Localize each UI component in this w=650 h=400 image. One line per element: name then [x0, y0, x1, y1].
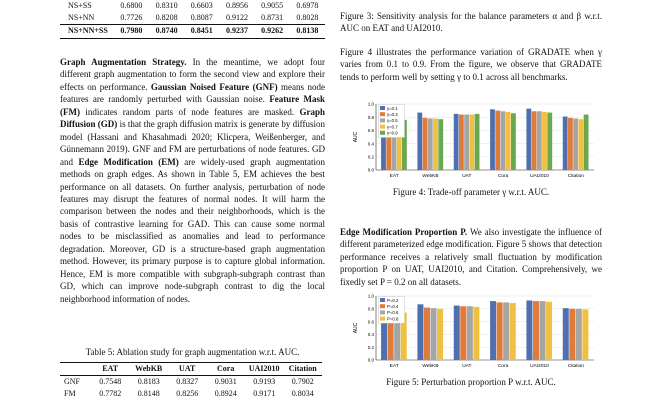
bar [542, 112, 547, 170]
gnf-term: Gaussian Noised Feature (GNF) [150, 81, 278, 92]
x-tick-label: Citation [567, 364, 584, 369]
cell: 0.8183 [137, 377, 160, 386]
bar [417, 113, 422, 170]
cell: 0.9237 [225, 26, 248, 35]
augmentation-paragraph [60, 56, 325, 305]
em-paragraph [340, 226, 602, 288]
bar [424, 308, 430, 360]
table-row [60, 376, 322, 388]
row-label: FM [64, 389, 76, 398]
legend-label: P=0.4 [387, 304, 399, 309]
y-tick-label: 0.4 [367, 332, 374, 338]
legend-swatch [380, 317, 385, 321]
y-axis-label: AUC [353, 131, 359, 143]
table-row [60, 388, 322, 400]
fig3-caption: Figure 3: Sensitivity analysis for the balance parameters α and β w.r.t. AUC on EAT and UAI2010. [340, 11, 602, 34]
gd-term: Graph Diffusion (GD) [60, 106, 325, 130]
x-tick-label: UAI2010 [530, 364, 549, 369]
cell: 0.8327 [176, 377, 199, 386]
x-tick-label: EAT [389, 364, 399, 369]
top-table [60, 0, 325, 39]
legend-swatch [380, 310, 385, 314]
legend-label: P=0.2 [387, 297, 399, 303]
cell: 0.7980 [120, 26, 143, 35]
figure4-chart [352, 100, 597, 182]
bar [423, 118, 428, 170]
bar [546, 302, 552, 360]
x-tick-label: UAT [462, 364, 472, 369]
x-tick-label: WebKB [422, 174, 439, 179]
bar [490, 301, 496, 360]
bar [563, 117, 568, 170]
cell: 0.6978 [296, 1, 319, 10]
legend-swatch [380, 106, 385, 110]
fig4-paragraph: Figure 4 illustrates the performance variation of GRADATE when γ varies from 0.1 to 0.9. From the figure, we observe that GRADATE tends to perform well by setting γ to 0.1 across all benchmarks. [340, 47, 602, 82]
x-tick-label: Cora [497, 174, 509, 179]
bar [576, 309, 582, 360]
table5-caption: Table 5: Ablation study for graph augmentation w.r.t. AUC. [85, 347, 300, 357]
cell: 0.9055 [261, 1, 284, 10]
legend-label: γ=0.5 [387, 118, 398, 124]
legend-label: P=0.6 [387, 310, 399, 316]
cell: 0.8256 [176, 389, 199, 398]
y-tick-label: 0.2 [367, 154, 374, 160]
bar [526, 300, 532, 360]
bar [503, 302, 509, 360]
cell: 0.8731 [261, 13, 284, 22]
legend-swatch [380, 125, 385, 129]
bar [495, 111, 500, 170]
bar [532, 111, 537, 170]
cell: 0.7902 [291, 377, 314, 386]
table5-header [60, 363, 322, 375]
y-tick-label: 0.2 [367, 344, 374, 350]
fig5-caption: Figure 5: Perturbation proportion P w.r.t. AUC. [386, 377, 556, 387]
intro-text: In the meantime, we adopt four different graph augmentation to form the second view and explore their effects on performance. [60, 57, 325, 92]
legend-label: P=0.8 [387, 316, 399, 322]
cell: 0.6800 [120, 1, 143, 10]
column-header: EAT [102, 364, 119, 373]
y-tick-label: 0.6 [367, 319, 374, 325]
bar [511, 113, 516, 170]
bar [573, 119, 578, 170]
legend-swatch [380, 131, 385, 135]
cell: 0.8138 [296, 26, 319, 35]
bar [540, 301, 546, 360]
legend-label: γ=0.9 [387, 130, 398, 136]
x-tick-label: WebKB [422, 364, 439, 369]
em-text: are widely-used graph augmentation methods on graph edges. As shown in Table 5, EM achieves the best performance on all datasets. On further analysis, perturbation of node features may disrupt the features of normal nodes. It will harm the comparison between the nodes and their neighborhoods, which is the basis of contrastive learning for GAD. This can cause some normal nodes to be misclassified as anomalies and lead to performance degradation. Moreover, GD is a structure-based graph augmentation method. However, its primary purpose is to capture global information. Hence, EM is more compatible with subgraph-subgraph contrast than GD, which can improve node-subgraph contrast to dig the local neighborhood information of nodes. [60, 156, 326, 304]
bar [506, 112, 511, 170]
em-term: Edge Modification (EM) [78, 156, 179, 167]
bar [533, 301, 539, 360]
bar [497, 302, 503, 360]
column-header: UAI2010 [248, 364, 280, 373]
cell: 0.8208 [155, 13, 178, 22]
cell: 0.9193 [253, 377, 276, 386]
cell: 0.9171 [253, 389, 276, 398]
y-tick-label: 0.0 [367, 357, 374, 363]
bar [464, 115, 469, 170]
bar [459, 115, 464, 170]
bar [568, 118, 573, 170]
x-tick-label: Cora [497, 364, 509, 369]
x-tick-label: EAT [389, 174, 399, 179]
y-tick-label: 0.8 [367, 114, 374, 120]
bar [569, 309, 575, 360]
cell: 0.6603 [190, 1, 213, 10]
em-heading: Edge Modification Proportion P. [340, 227, 468, 237]
bar [473, 307, 479, 360]
cell: 0.8034 [291, 389, 314, 398]
figure5-chart [352, 292, 597, 372]
fm-text: indicates random parts of node features are masked. [80, 106, 295, 117]
bar [417, 304, 423, 360]
cell: 0.8087 [190, 13, 213, 22]
bar [467, 306, 473, 360]
gnf-text: means node features are randomly perturbed with Gaussian noise. [60, 81, 325, 105]
bar [475, 114, 480, 170]
cell: 0.9262 [261, 26, 284, 35]
cell: 0.7782 [99, 389, 122, 398]
bar [526, 109, 531, 170]
gd-text: is that the graph diffusion matrix is generate by diffusion model (Hassani and Khasahmadi 2020; Klicpera, Weißenberger, and Günnemann 2019). GNF and FM are perturbations of node features. GD and [60, 119, 325, 167]
legend-swatch [380, 112, 385, 116]
column-header: Citation [288, 364, 317, 373]
y-tick-label: 1.0 [367, 293, 374, 299]
y-tick-label: 0.8 [367, 306, 374, 312]
augmentation-heading: Graph Augmentation Strategy. [60, 57, 187, 67]
top-table-row [60, 24, 325, 37]
legend-swatch [380, 304, 385, 308]
column-header: WebKB [135, 364, 163, 373]
bar [537, 111, 542, 170]
legend-label: γ=0.3 [387, 112, 398, 117]
cell: 0.8028 [296, 13, 319, 22]
bar [501, 111, 506, 170]
bar [510, 303, 516, 360]
bar [454, 306, 460, 360]
y-tick-label: 1.0 [367, 101, 374, 107]
top-table-row [60, 12, 325, 24]
table5 [60, 362, 322, 400]
cell: 0.7726 [120, 13, 143, 22]
bar [437, 309, 443, 360]
cell: 0.8451 [190, 26, 213, 35]
cell: 0.8740 [155, 26, 178, 35]
row-label: NS+NN+SS [68, 26, 108, 35]
bar [428, 119, 433, 170]
fm-term: Feature Mask (FM) [60, 94, 326, 117]
cell: 0.9031 [214, 377, 237, 386]
bar [582, 309, 588, 360]
bar [438, 119, 443, 170]
fig4-caption: Figure 4: Trade-off parameter γ w.r.t. AUC. [392, 187, 550, 197]
legend-swatch [380, 298, 385, 302]
row-label: NS+SS [68, 1, 92, 10]
cell: 0.8148 [137, 389, 160, 398]
legend-label: γ=0.7 [387, 124, 398, 130]
column-header: UAT [179, 364, 196, 373]
row-label: NS+NN [68, 13, 95, 22]
legend-label: γ=0.1 [387, 105, 398, 111]
bar [454, 114, 459, 170]
y-tick-label: 0.4 [367, 141, 374, 147]
cell: 0.7548 [99, 377, 122, 386]
bar [547, 113, 552, 170]
top-table-row [60, 0, 325, 12]
y-axis-label: AUC [353, 322, 359, 334]
y-tick-label: 0.6 [367, 128, 374, 134]
cell: 0.9122 [225, 13, 248, 22]
column-header [60, 363, 91, 375]
em-paragraph-text: We also investigate the influence of different parameterized edge modification. Figure 5 shows that detection performance receives a relatively small fluctuation by modification proportion P on UAT, UAI2010, and Citation. Comprehensively, we fixedly set P = 0.2 on all datasets. [340, 227, 602, 287]
x-tick-label: Citation [567, 174, 584, 179]
row-label: GNF [64, 377, 81, 386]
bar [460, 306, 466, 360]
bar [490, 109, 495, 170]
bar [433, 119, 438, 170]
bar [584, 115, 589, 170]
y-tick-label: 0.0 [367, 167, 374, 173]
bar [578, 119, 583, 170]
cell: 0.8956 [225, 1, 248, 10]
column-header: Cora [217, 364, 235, 373]
bar [469, 115, 474, 170]
cell: 0.8924 [214, 389, 237, 398]
x-tick-label: UAT [462, 174, 472, 179]
bar [431, 308, 437, 360]
legend-swatch [380, 118, 385, 122]
x-tick-label: UAI2010 [530, 174, 549, 179]
cell: 0.8310 [155, 1, 178, 10]
bar [563, 308, 569, 360]
